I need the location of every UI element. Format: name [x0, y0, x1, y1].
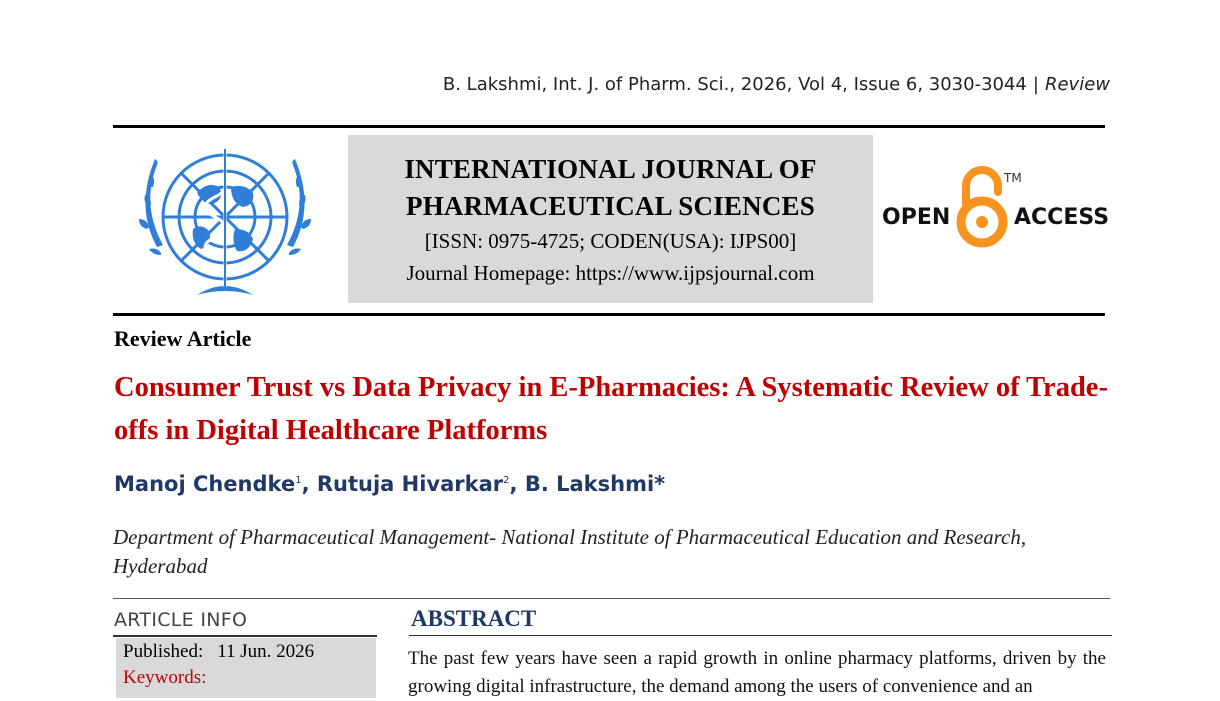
author-affiliation-sup: 1 [295, 475, 302, 486]
journal-homepage: Journal Homepage: https://www.ijpsjournal.com [406, 261, 815, 285]
journal-title-line2: PHARMACEUTICAL SCIENCES [406, 191, 815, 221]
author-name: Rutuja Hivarkar [316, 472, 504, 496]
open-lock-keyhole [976, 216, 988, 228]
running-head-separator: | [1032, 74, 1039, 95]
published-label: Published: [123, 641, 204, 662]
section-divider [113, 598, 1110, 599]
author-name: B. Lakshmi* [524, 472, 666, 496]
abstract-text: The past few years have seen a rapid growth in online pharmacy platforms, driven by the growing digital infrastructure, the demand among the users of convenience and an [408, 648, 1106, 697]
abstract-heading: ABSTRACT [411, 606, 537, 631]
author-list [114, 472, 665, 496]
article-info-rule [113, 635, 377, 637]
running-head-type: Review [1044, 74, 1110, 95]
running-head-citation: B. Lakshmi, Int. J. of Pharm. Sci., 2026, Vol 4, Issue 6, 3030-3044 [442, 74, 1027, 95]
header-top-rule [113, 125, 1105, 128]
abstract-rule [409, 635, 1112, 636]
article-info-heading: ARTICLE INFO [114, 609, 248, 631]
author-name: Manoj Chendke [114, 472, 296, 496]
article-type: Review Article [114, 326, 252, 351]
journal-issn: [ISSN: 0975-4725; CODEN(USA): IJPS00] [424, 229, 797, 253]
keywords-label: Keywords: [123, 667, 207, 688]
header-bottom-rule [113, 313, 1105, 316]
journal-masthead [348, 135, 873, 303]
open-access-tm: TM [1004, 171, 1022, 185]
author-affiliation-sup: 2 [503, 475, 510, 486]
author-affiliation: Department of Pharmaceutical Management- National Institute of Pharmaceutical Education and Research, Hyderabad [113, 525, 1027, 578]
open-access-text-left: OPEN [882, 205, 951, 230]
published-date: 11 Jun. 2026 [217, 641, 315, 662]
author-separator: , [301, 472, 310, 496]
running-head [443, 74, 1110, 95]
open-access-text-right: ACCESS [1014, 205, 1110, 230]
un-emblem-logo [127, 137, 323, 305]
article-title: Consumer Trust vs Data Privacy in E-Pharmacies: A Systematic Review of Trade-offs in Digital Healthcare Platforms [114, 372, 1108, 446]
published-row [123, 641, 314, 663]
open-access-logo [880, 162, 1110, 257]
journal-title-line1: INTERNATIONAL JOURNAL OF [404, 154, 817, 184]
author-separator: , [509, 472, 518, 496]
